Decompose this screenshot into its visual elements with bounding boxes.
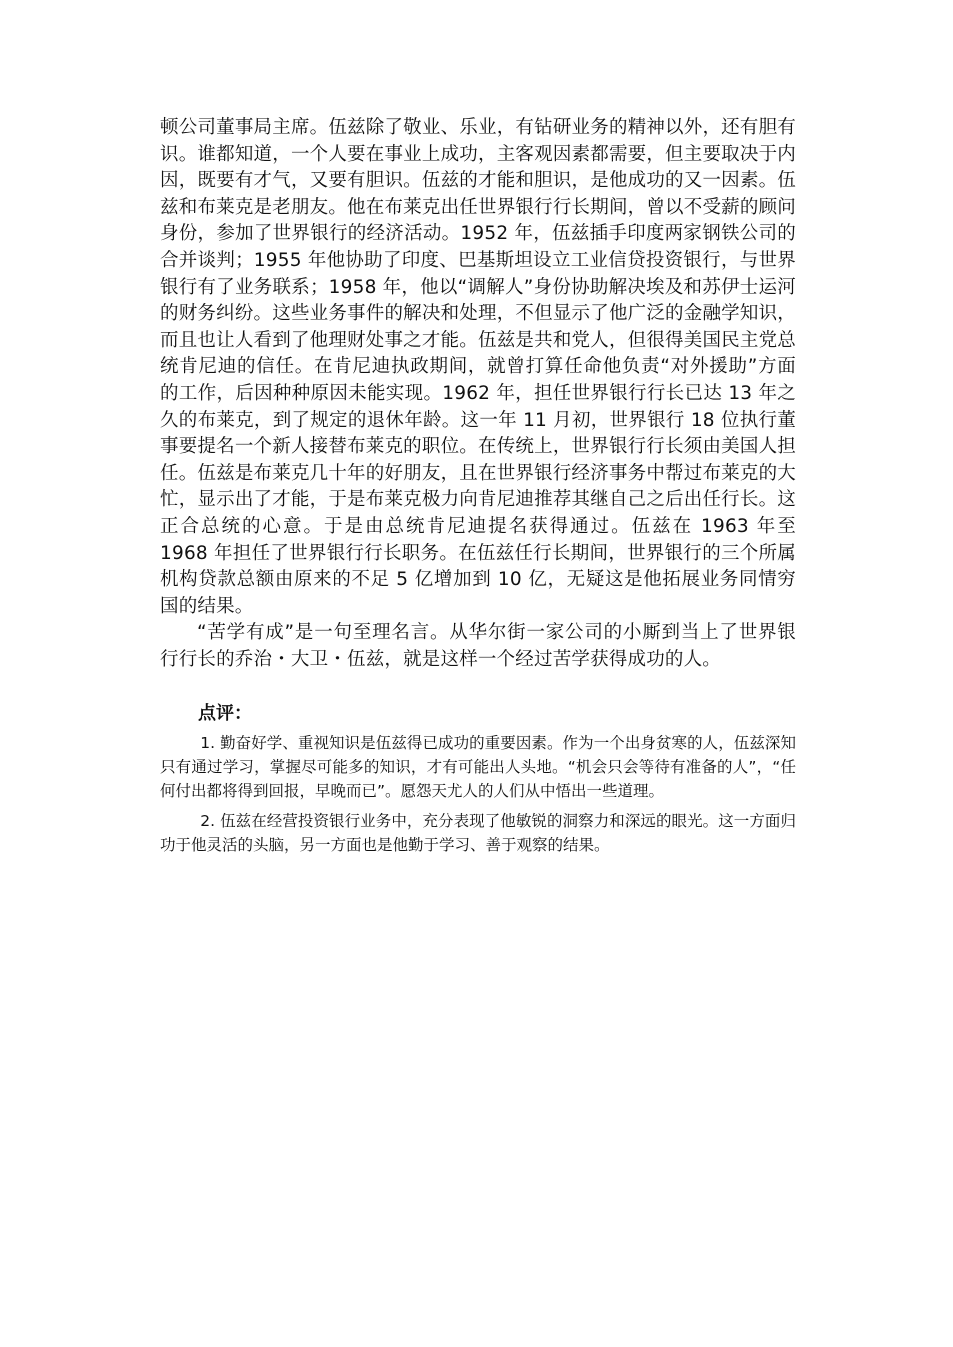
page-content bbox=[160, 115, 796, 863]
commentary-item-1: 1. 勤奋好学、重视知识是伍兹得已成功的重要因素。作为一个出身贫寒的人，伍兹深知只有通过学习，掌握尽可能多的知识，才有可能出人头地。“机会只会等待有准备的人”，“任何付出都将得到回报，早晚而已”。愿怨天尤人的人们从中悟出一些道理。 bbox=[160, 734, 796, 801]
commentary-title: 点评： bbox=[198, 703, 252, 725]
commentary-item-2: 2. 伍兹在经营投资银行业务中，充分表现了他敏锐的洞察力和深远的眼光。这一方面归功于他灵活的头脑，另一方面也是他勤于学习、善于观察的结果。 bbox=[160, 812, 796, 855]
body-paragraph-1: 顿公司董事局主席。伍兹除了敬业、乐业，有钻研业务的精神以外，还有胆有识。谁都知道，一个人要在事业上成功，主客观因素都需要，但主要取决于内因，既要有才气，又要有胆识。伍兹的才能和胆识，是他成功的又一因素。伍兹和布莱克是老朋友。他在布莱克出任世界银行行长期间，曾以不受薪的顾问身份，参加了世界银行的经济活动。1952 年，伍兹插手印度两家钢铁公司的合并谈判；1955 年他协助了印度、巴基斯坦设立工业信贷投资银行，与世界银行有了业务联系；1958 年，他以“调解人”身份协助解决埃及和苏伊士运河的财务纠纷。这些业务事件的解决和处理，不但显示了他广泛的金融学知识，而且也让人看到了他理财处事之才能。伍兹是共和党人，但很得美国民主党总统肯尼迪的信任。在肯尼迪执政期间，就曾打算任命他负责“对外援助”方面的工作，后因种种原因未能实现。1962 年，担任世界银行行长已达 13 年之久的布莱克，到了规定的退休年龄。这一年 11 月初，世界银行 18 位执行董事要提名一个新人接替布莱克的职位。在传统上，世界银行行长须由美国人担任。伍兹是布莱克几十年的好朋友，且在世界银行经济事务中帮过布莱克的大忙，显示出了才能，于是布莱克极力向肯尼迪推荐其继自己之后出任行长。这正合总统的心意。于是由总统肯尼迪提名获得通过。伍兹在 1963 年至 1968 年担任了世界银行行长职务。在伍兹任行长期间，世界银行的三个所属机构贷款总额由原来的不足 5 亿增加到 10 亿，无疑这是他拓展业务同情穷国的结果。 bbox=[160, 117, 796, 617]
body-paragraph-2: “苦学有成”是一句至理名言。从华尔街一家公司的小厮到当上了世界银行行长的乔治・大卫・伍兹，就是这样一个经过苦学获得成功的人。 bbox=[160, 622, 796, 670]
